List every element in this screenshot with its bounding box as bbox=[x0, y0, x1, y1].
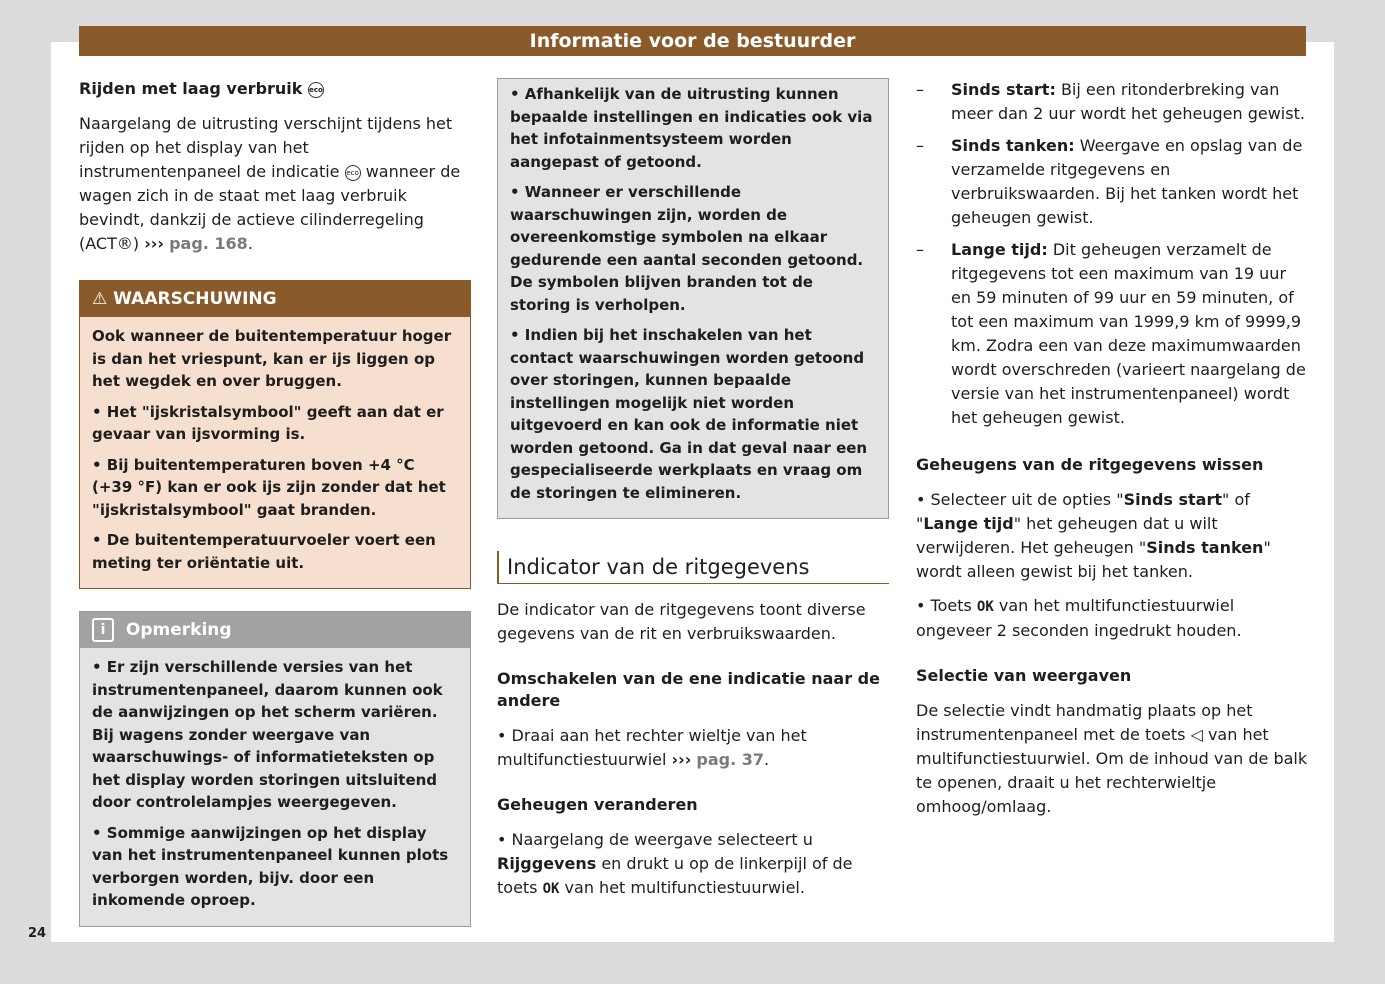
column-right bbox=[916, 78, 1308, 829]
switch-indication-text: • Draai aan het rechter wieltje van het multifunctiestuurwiel ››› pag. 37. bbox=[497, 726, 807, 769]
ok-key-text: • Toets OK van het multifunctiestuurwiel ongeveer 2 seconden ingedrukt houden. bbox=[916, 596, 1242, 640]
ok-key-icon: OK bbox=[976, 599, 994, 615]
note-continued-box bbox=[497, 78, 889, 519]
left-arrow-key-icon: ◁ bbox=[1190, 725, 1203, 744]
eco-icon: eco bbox=[345, 165, 361, 181]
section-title-trip-data: Indicator van de ritgegevens bbox=[497, 551, 889, 584]
warning-text: Ook wanneer de buitentemperatuur hoger is dan het vriespunt, kan er ijs liggen op het wegdek en over bruggen. bbox=[92, 327, 452, 390]
reference-arrows: ››› bbox=[671, 750, 692, 769]
view-selection-text: De selectie vindt handmatig plaats op het instrumentenpaneel met de toets ◁ van het multifunctiestuurwiel. Om de inhoud van de balk te openen, draait u het rechterwieltje omhoog/omlaag. bbox=[916, 701, 1308, 816]
page-reference-link[interactable]: pag. 37 bbox=[696, 750, 765, 769]
ok-key-icon: OK bbox=[542, 881, 560, 897]
note-bullet: • Er zijn verschillende versies van het instrumentenpaneel, daarom kunnen ook de aanwijzingen op het scherm variëren. Bij wagens zonder weergave van waarschuwings- of informatieteksten op het display worden storingen uitsluitend door controlelampjes weergegeven. bbox=[92, 658, 443, 811]
column-left bbox=[79, 78, 471, 927]
note-bullet: • Indien bij het inschakelen van het contact waarschuwingen worden getoond over storingen, kunnen bepaalde instellingen mogelijk niet worden uitgevoerd en kan ook de informatie niet worden getoond. Ga in dat geval naar een gespecialiseerde werkplaats en vraag om de storingen te elimineren. bbox=[510, 326, 868, 502]
memory-option-since-refuel: – Sinds tanken: Weergave en opslag van de verzamelde ritgegevens en verbruikswaarden. Bij het tanken wordt het geheugen gewist. bbox=[916, 136, 1303, 227]
subheading-view-selection: Selectie van weergaven bbox=[916, 666, 1132, 685]
low-consumption-paragraph: Naargelang de uitrusting verschijnt tijdens het rijden op het display van het instrumentenpaneel de indicatie eco wanneer de wagen zich in de staat met laag verbruik bevindt, dankzij de actieve cilinderregeling (ACT®) ››› pag. 168. bbox=[79, 114, 461, 253]
clear-memory-text: • Selecteer uit de opties "Sinds start" of "Lange tijd" het geheugen dat u wilt verwijderen. Het geheugen "Sinds tanken" wordt alleen gewist bij het tanken. bbox=[916, 490, 1271, 581]
section-heading-low-consumption: Rijden met laag verbruik eco bbox=[79, 79, 323, 98]
column-middle bbox=[497, 78, 889, 911]
trip-data-intro: De indicator van de ritgegevens toont diverse gegevens van de rit en verbruikswaarden. bbox=[497, 600, 866, 643]
note-bullet: • Sommige aanwijzingen op het display van het instrumentenpaneel kunnen plots verborgen worden, bijv. door een inkomende oproep. bbox=[92, 823, 449, 909]
subheading-switch-indication: Omschakelen van de ene indicatie naar de andere bbox=[497, 669, 880, 710]
reference-arrows: ››› bbox=[144, 234, 164, 253]
note-box bbox=[79, 611, 471, 927]
page-reference-link[interactable]: pag. 168 bbox=[169, 234, 248, 253]
page-number: 24 bbox=[28, 926, 47, 941]
info-icon: i bbox=[92, 618, 114, 642]
warning-bullet: • Bij buitentemperaturen boven +4 °C (+39 °F) kan er ook ijs zijn zonder dat het "ijskristalsymbool" gaat branden. bbox=[92, 455, 446, 519]
note-bullet: • Wanneer er verschillende waarschuwingen zijn, worden de overeenkomstige symbolen na elkaar gedurende een aantal seconden getoond. De symbolen blijven branden tot de storing is verholpen. bbox=[510, 183, 864, 314]
page-header: Informatie voor de bestuurder bbox=[79, 26, 1306, 56]
warning-triangle-icon: ⚠ bbox=[92, 289, 108, 309]
change-memory-text: • Naargelang de weergave selecteert u Rijggevens en drukt u op de linkerpijl of de toets OK van het multifunctiestuurwiel. bbox=[497, 830, 853, 897]
memory-option-since-start: – Sinds start: Bij een ritonderbreking van meer dan 2 uur wordt het geheugen gewist. bbox=[916, 80, 1305, 123]
note-header: i Opmerking bbox=[80, 612, 470, 648]
warning-header: ⚠ WAARSCHUWING bbox=[80, 281, 470, 317]
subheading-clear-memory: Geheugens van de ritgegevens wissen bbox=[916, 455, 1264, 474]
warning-bullet: • Het "ijskristalsymbool" geeft aan dat er gevaar van ijsvorming is. bbox=[92, 402, 444, 443]
subheading-change-memory: Geheugen veranderen bbox=[497, 795, 698, 814]
warning-bullet: • De buitentemperatuurvoeler voert een meting ter oriëntatie uit. bbox=[92, 531, 436, 572]
warning-box bbox=[79, 280, 471, 589]
memory-option-long-term: – Lange tijd: Dit geheugen verzamelt de ritgegevens tot een maximum van 19 uur en 59 minuten of 99 uur en 59 minuten, of tot een maximum van 1999,9 km of 9999,9 km. Zodra een van deze maximumwaarden wordt overschreden (varieert naargelang de versie van het instrumentenpaneel) wordt het geheugen gewist. bbox=[916, 240, 1306, 427]
note-bullet: • Afhankelijk van de uitrusting kunnen bepaalde instellingen en indicaties ook via het infotainmentsysteem worden aangepast of getoond. bbox=[510, 85, 873, 171]
eco-icon: eco bbox=[308, 82, 324, 98]
